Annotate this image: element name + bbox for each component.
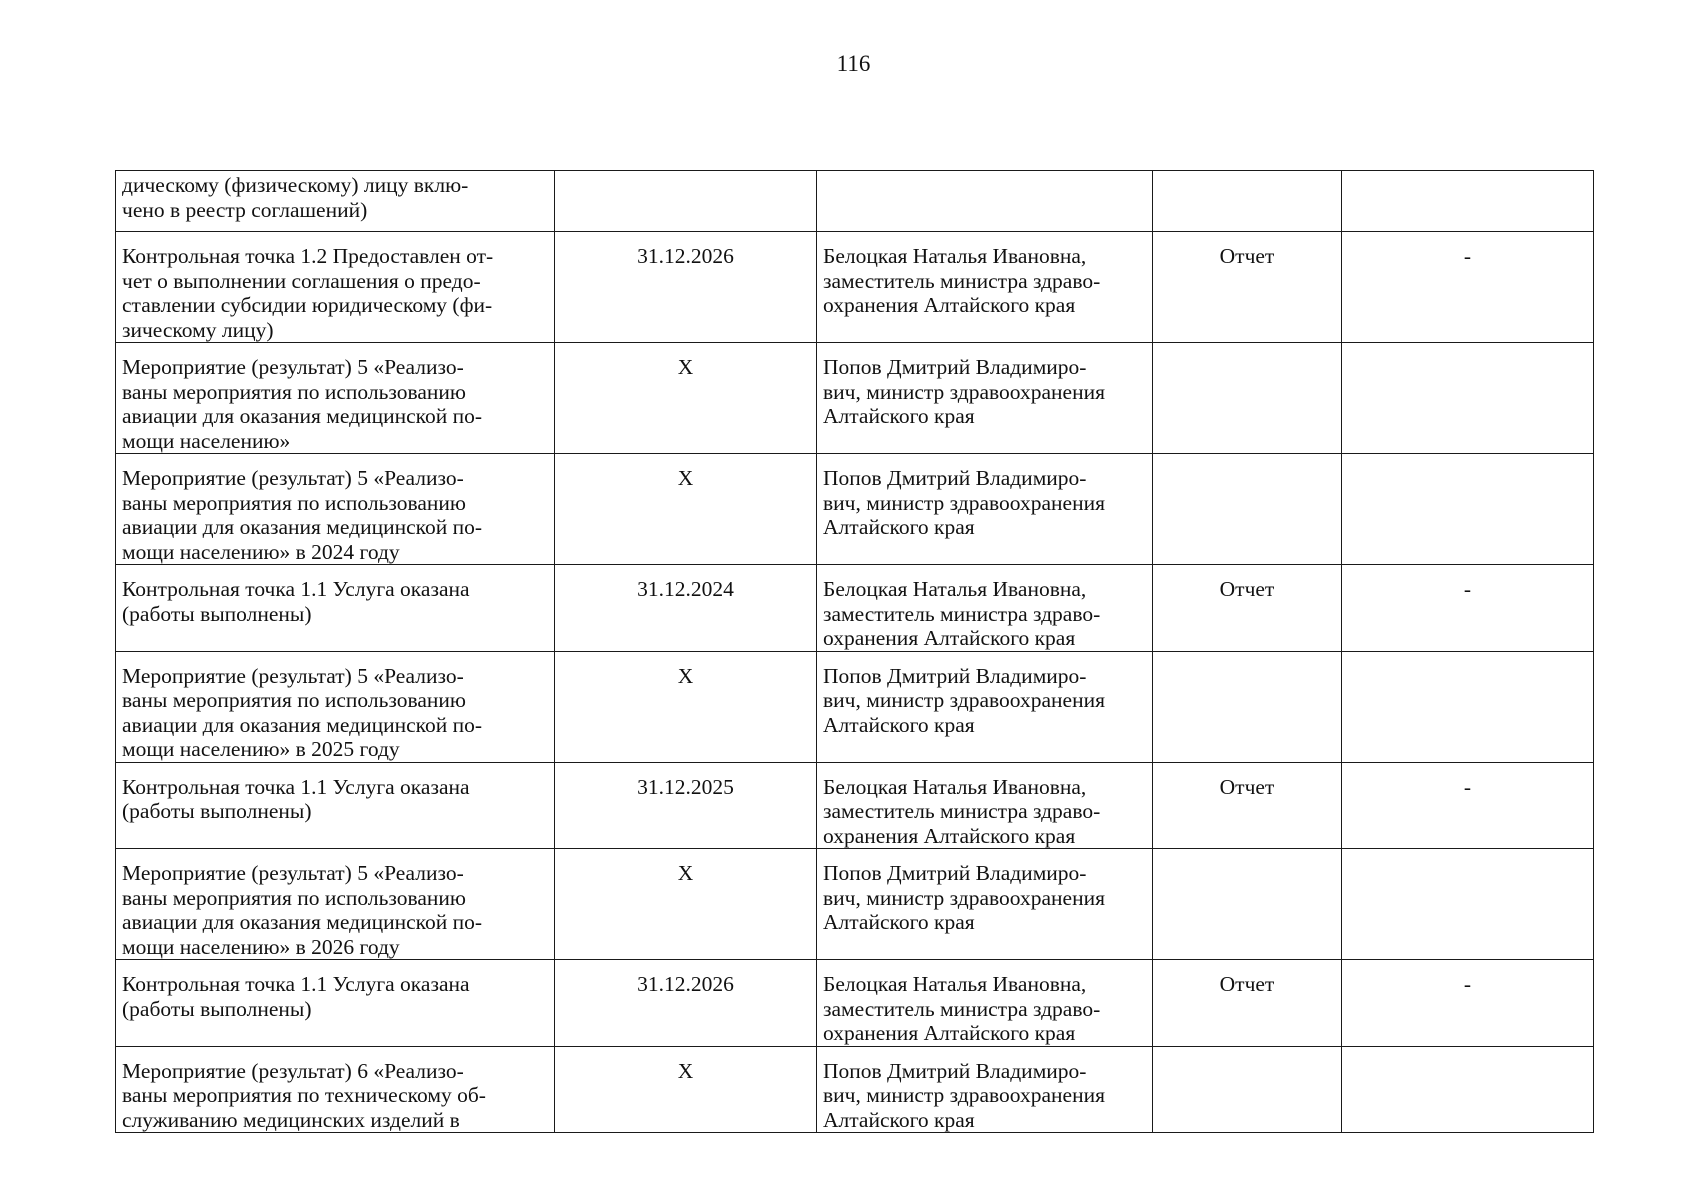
date-cell-text: X <box>677 861 694 885</box>
document-cell <box>1153 762 1342 849</box>
table-row <box>116 343 1594 454</box>
table-row <box>116 849 1594 960</box>
responsible-cell <box>817 454 1153 565</box>
event-cell-text: Контрольная точка 1.1 Услуга оказана (работы выполнены) <box>122 774 470 823</box>
document-cell <box>1153 565 1342 652</box>
event-cell <box>116 343 555 454</box>
event-cell <box>116 454 555 565</box>
note-cell-text <box>1348 851 1587 861</box>
event-cell <box>116 1046 555 1133</box>
page-number: 116 <box>836 51 871 76</box>
event-cell-text: Мероприятие (результат) 5 «Реализо- ваны мероприятия по использованию авиации для оказания медицинской по- мощи населению» в 2026 году <box>122 861 483 959</box>
document-cell <box>1153 960 1342 1047</box>
responsible-cell-text: Попов Дмитрий Владимиро- вич, министр здравоохранения Алтайского края <box>823 466 1105 539</box>
note-cell-text <box>1348 345 1587 355</box>
event-cell <box>116 171 555 232</box>
document-cell-text <box>1159 851 1335 861</box>
responsible-cell-text: Белоцкая Наталья Ивановна, заместитель министра здраво- охранения Алтайского края <box>823 972 1101 1045</box>
event-cell-text: Контрольная точка 1.1 Услуга оказана (работы выполнены) <box>122 972 470 1021</box>
date-cell <box>555 343 817 454</box>
note-cell-text <box>1348 456 1587 466</box>
note-cell <box>1342 565 1594 652</box>
document-cell-text: Отчет <box>1219 774 1275 799</box>
responsible-cell-text: Белоцкая Наталья Ивановна, заместитель министра здраво- охранения Алтайского края <box>823 774 1101 848</box>
event-cell-text: Мероприятие (результат) 5 «Реализо- ваны мероприятия по использованию авиации для оказания медицинской по- мощи населению» в 2025 году <box>122 663 483 761</box>
document-cell <box>1153 343 1342 454</box>
note-cell-text: - <box>1463 244 1472 268</box>
event-cell-text: Мероприятие (результат) 5 «Реализо- ваны мероприятия по использованию авиации для оказания медицинской по- мощи населению» в 2024 году <box>122 466 483 564</box>
responsible-cell-text: Белоцкая Наталья Ивановна, заместитель министра здраво- охранения Алтайского края <box>823 244 1101 317</box>
date-cell-text <box>561 173 810 183</box>
note-cell <box>1342 1046 1594 1133</box>
document-cell-text <box>1159 345 1335 355</box>
date-cell <box>555 565 817 652</box>
table-row <box>116 232 1594 343</box>
date-cell-text: X <box>677 355 694 379</box>
document-cell-text: Отчет <box>1219 577 1275 601</box>
table-row <box>116 762 1594 849</box>
event-cell <box>116 651 555 762</box>
note-cell-text <box>1348 1049 1587 1059</box>
responsible-cell-text: Попов Дмитрий Владимиро- вич, министр здравоохранения Алтайского края <box>823 663 1105 737</box>
date-cell-text: X <box>677 466 694 490</box>
event-cell-text: Мероприятие (результат) 5 «Реализо- ваны мероприятия по использованию авиации для оказания медицинской по- мощи населению» <box>122 355 483 453</box>
document-cell-text <box>1159 654 1335 664</box>
document-cell <box>1153 651 1342 762</box>
note-cell <box>1342 171 1594 232</box>
note-cell-text <box>1348 654 1587 664</box>
table-row <box>116 651 1594 762</box>
date-cell-text: 31.12.2026 <box>637 972 734 996</box>
note-cell <box>1342 762 1594 849</box>
responsible-cell <box>817 171 1153 232</box>
document-cell-text <box>1159 1049 1335 1059</box>
event-cell-text: дическому (физическому) лицу вклю- чено в реестр соглашений) <box>122 173 469 222</box>
date-cell <box>555 762 817 849</box>
date-cell <box>555 960 817 1047</box>
date-cell-text: 31.12.2026 <box>637 244 734 268</box>
document-cell-text: Отчет <box>1219 972 1275 996</box>
date-cell-text: 31.12.2025 <box>637 774 734 799</box>
date-cell <box>555 651 817 762</box>
responsible-cell-text: Попов Дмитрий Владимиро- вич, министр здравоохранения Алтайского края <box>823 355 1105 428</box>
date-cell <box>555 232 817 343</box>
date-cell <box>555 171 817 232</box>
event-cell <box>116 960 555 1047</box>
date-cell-text: 31.12.2024 <box>637 577 734 601</box>
date-cell-text: X <box>677 1058 694 1083</box>
note-cell <box>1342 454 1594 565</box>
responsible-cell-text <box>823 173 1146 183</box>
date-cell <box>555 454 817 565</box>
document-cell <box>1153 454 1342 565</box>
event-cell <box>116 849 555 960</box>
responsible-cell <box>817 565 1153 652</box>
responsible-cell <box>817 762 1153 849</box>
document-cell <box>1153 1046 1342 1133</box>
event-cell-text: Контрольная точка 1.2 Предоставлен от- чет о выполнении соглашения о предо- ставлении субсидии юридическому (фи- зическому лицу) <box>122 244 494 342</box>
responsible-cell-text: Попов Дмитрий Владимиро- вич, министр здравоохранения Алтайского края <box>823 861 1105 934</box>
responsible-cell <box>817 651 1153 762</box>
date-cell <box>555 849 817 960</box>
event-cell-text: Мероприятие (результат) 6 «Реализо- ваны мероприятия по техническому об- служиванию медицинских изделий в <box>122 1058 486 1132</box>
responsible-cell <box>817 232 1153 343</box>
responsible-cell <box>817 849 1153 960</box>
responsible-cell <box>817 343 1153 454</box>
note-cell <box>1342 849 1594 960</box>
control-points-table <box>115 170 1594 1133</box>
document-cell <box>1153 171 1342 232</box>
document-cell-text <box>1159 456 1335 466</box>
event-cell <box>116 762 555 849</box>
document-cell-text <box>1159 173 1335 183</box>
note-cell <box>1342 343 1594 454</box>
note-cell <box>1342 960 1594 1047</box>
table-row <box>116 960 1594 1047</box>
date-cell-text: X <box>677 663 694 688</box>
note-cell-text: - <box>1463 774 1472 799</box>
responsible-cell <box>817 960 1153 1047</box>
note-cell-text <box>1348 173 1587 183</box>
event-cell-text: Контрольная точка 1.1 Услуга оказана (работы выполнены) <box>122 577 470 626</box>
table-row <box>116 171 1594 232</box>
note-cell <box>1342 232 1594 343</box>
note-cell <box>1342 651 1594 762</box>
note-cell-text: - <box>1463 972 1472 996</box>
note-cell-text: - <box>1463 577 1472 601</box>
table-row <box>116 454 1594 565</box>
table-row <box>116 565 1594 652</box>
document-cell <box>1153 232 1342 343</box>
date-cell <box>555 1046 817 1133</box>
responsible-cell-text: Белоцкая Наталья Ивановна, заместитель министра здраво- охранения Алтайского края <box>823 577 1101 650</box>
document-cell <box>1153 849 1342 960</box>
responsible-cell-text: Попов Дмитрий Владимиро- вич, министр здравоохранения Алтайского края <box>823 1058 1105 1132</box>
table-body <box>116 171 1594 1133</box>
event-cell <box>116 232 555 343</box>
event-cell <box>116 565 555 652</box>
document-cell-text: Отчет <box>1219 244 1275 268</box>
responsible-cell <box>817 1046 1153 1133</box>
table-row <box>116 1046 1594 1133</box>
